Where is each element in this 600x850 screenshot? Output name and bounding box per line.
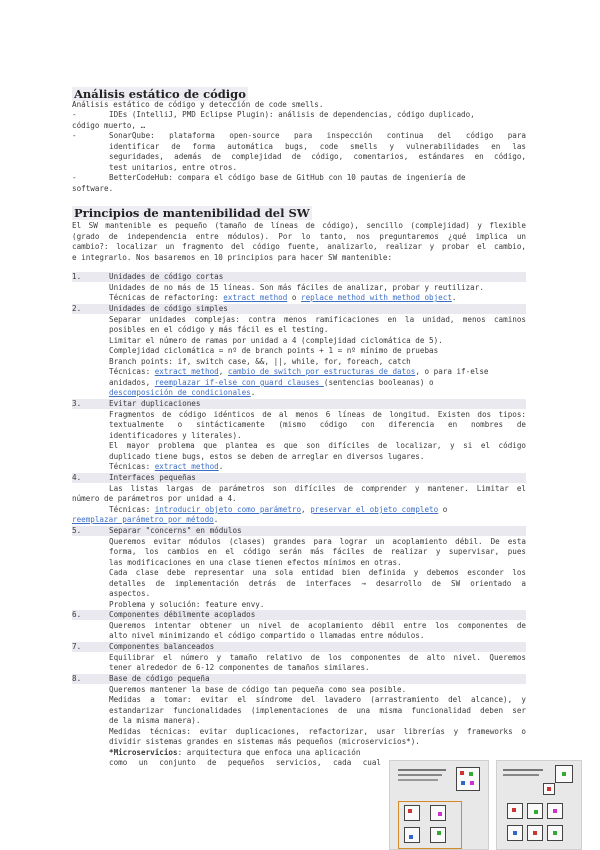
list-item: BetterCodeHub: compara el código base de GitHub con 10 pautas de ingeniería de bbox=[109, 173, 466, 182]
principle-number: 5. bbox=[72, 526, 82, 535]
principle-text: detalles de implementación detrás de interfaces → desarrollo de SW orientado a bbox=[109, 579, 526, 588]
principle-text: forma, los cambios en el código serán más fáciles de realizar y supervisar, pues bbox=[109, 547, 526, 556]
microservices-diagram-thumbnail bbox=[389, 760, 489, 850]
principle-number: 8. bbox=[72, 674, 82, 683]
link-extract-method[interactable]: extract method bbox=[154, 462, 219, 471]
microservices-diagram-thumbnail bbox=[496, 760, 582, 850]
principle-text: Técnicas de refactoring: extract method o replace method with method object. bbox=[109, 293, 457, 302]
principle-number: 2. bbox=[72, 304, 82, 313]
principle-text: Medidas a tomar: evitar el síndrome del lavadero (arrastramiento del alcance), y bbox=[109, 695, 526, 704]
link-guard-clauses[interactable]: reemplazar if-else con guard clauses bbox=[154, 378, 324, 387]
paragraph-line: e integrarlo. Nos basaremos en 10 principios para hacer SW mantenible: bbox=[72, 253, 393, 262]
section-title-maintainability: Principios de mantenibilidad del SW bbox=[74, 206, 310, 220]
link-preserve-whole-object[interactable]: preservar el objeto completo bbox=[310, 505, 439, 514]
principle-text: reemplazar parámetro por método. bbox=[72, 515, 219, 524]
principle-text: textualmente o sintácticamente (mismo código con diferencia en nombres de bbox=[109, 420, 526, 429]
list-item-cont: software. bbox=[72, 184, 114, 193]
paragraph-line: El SW mantenible es pequeño (tamaño de líneas de código), sencillo (complejidad) y flexible bbox=[72, 221, 526, 230]
principle-text: Queremos intentar obtener un nivel de acoplamiento débil entre los componentes de bbox=[109, 621, 526, 630]
principle-text: Técnicas: introducir objeto como parámetro, preservar el objeto completo o bbox=[109, 505, 448, 514]
principle-text: Las listas largas de parámetros son difíciles de comprender y mantener. Limitar el bbox=[109, 484, 526, 493]
principle-title: Unidades de código simples bbox=[109, 304, 228, 313]
principle-number: 1. bbox=[72, 272, 82, 281]
link-decompose-conditionals[interactable]: descomposición de condicionales bbox=[109, 388, 251, 397]
principle-text: las modificaciones en una clase tienen efectos mínimos en otras. bbox=[109, 558, 402, 567]
paragraph: Análisis estático de código y detección de code smells. bbox=[72, 100, 324, 109]
link-replace-method-object[interactable]: replace method with method object bbox=[301, 293, 452, 302]
principle-text: Queremos evitar módulos (clases) grandes para lograr un acoplamiento débil. De esta bbox=[109, 537, 526, 546]
principle-text: Branch points: if, switch case, &&, ||, while, for, foreach, catch bbox=[109, 357, 411, 366]
principle-text: Técnicas: extract method, cambio de switch por estructuras de datos, o para if-else bbox=[109, 367, 489, 376]
list-item-cont: seguridades, además de complejidad de código, comentarios, estándares en código, bbox=[109, 152, 526, 161]
principle-text: descomposición de condicionales. bbox=[109, 388, 256, 397]
principle-text: Complejidad ciclomática = nº de branch points + 1 = nº mínimo de pruebas bbox=[109, 346, 439, 355]
link-extract-method[interactable]: extract method bbox=[223, 293, 288, 302]
list-item-cont: test unitarios, entre otros. bbox=[109, 163, 238, 172]
principle-text: dividir sistemas grandes en sistemas más pequeños (microservicios*). bbox=[109, 737, 420, 746]
principle-title: Separar "concerns" en módulos bbox=[109, 526, 242, 535]
principle-text: alto nivel minimizando el código compartido o llamadas entre módulos. bbox=[109, 631, 425, 640]
paragraph-line: cambio?: localizar un fragmento del código fuente, analizarlo, realizar y probar el cambio, bbox=[72, 242, 526, 251]
principle-text: aspectos. bbox=[109, 589, 151, 598]
bullet-marker: - bbox=[72, 131, 77, 140]
list-item-cont: identificar de forma automática bugs, code smells y vulnerabilidades en las bbox=[109, 142, 526, 151]
principle-text: Equilibrar el número y tamaño relativo de los componentes de alto nivel. Queremos bbox=[109, 653, 526, 662]
link-switch-to-data-structures[interactable]: cambio de switch por estructuras de datos bbox=[227, 367, 416, 376]
principle-text: Fragmentos de código idénticos de al menos 6 líneas de longitud. Existen dos tipos: bbox=[109, 410, 526, 419]
list-item-cont: código muerto, … bbox=[72, 121, 146, 130]
principle-text: identificadores y literales). bbox=[109, 431, 242, 440]
principle-number: 7. bbox=[72, 642, 82, 651]
link-replace-parameter-with-method[interactable]: reemplazar parámetro por método bbox=[72, 515, 214, 524]
principle-text: anidados, reemplazar if-else con guard clauses (sentencias booleanas) o bbox=[109, 378, 434, 387]
principle-text: El mayor problema que plantea es que son difíciles de localizar, y si el código bbox=[109, 441, 526, 450]
principle-title: Unidades de código cortas bbox=[109, 272, 224, 281]
principle-number: 4. bbox=[72, 473, 82, 482]
principle-text: como un conjunto de pequeños servicios, cada cual bbox=[109, 758, 381, 767]
principle-text: estandarizar funcionalidades (implementaciones de una misma funcionalidad deben ser bbox=[109, 706, 526, 715]
principle-text: posibles en el código y más fácil es el testing. bbox=[109, 325, 329, 334]
list-item: SonarQube: plataforma open-source para inspección continua del código para bbox=[109, 131, 526, 140]
link-introduce-parameter-object[interactable]: introducir objeto como parámetro bbox=[154, 505, 302, 514]
principle-text: de la misma manera). bbox=[109, 716, 201, 725]
principle-text: Limitar el número de ramas por unidad a 4 (complejidad ciclomática de 5). bbox=[109, 336, 443, 345]
principle-text: Queremos mantener la base de código tan pequeña como sea posible. bbox=[109, 685, 407, 694]
principle-title: Evitar duplicaciones bbox=[109, 399, 201, 408]
principle-text: tener alrededor de 6-12 componentes de tamaños similares. bbox=[109, 663, 370, 672]
principle-text: *Microservicios: arquitectura que enfoca una aplicación bbox=[109, 748, 361, 757]
principle-title: Base de código pequeña bbox=[109, 674, 210, 683]
principle-text: número de parámetros por unidad a 4. bbox=[72, 494, 237, 503]
principle-title: Componentes balanceados bbox=[109, 642, 215, 651]
principle-text: Problema y solución: feature envy. bbox=[109, 600, 265, 609]
principle-text: Medidas técnicas: evitar duplicaciones, refactorizar, usar librerías y frameworks o bbox=[109, 727, 526, 736]
principle-number: 6. bbox=[72, 610, 82, 619]
principle-title: Componentes débilmente acoplados bbox=[109, 610, 256, 619]
list-item: IDEs (IntelliJ, PMD Eclipse Plugin): análisis de dependencias, código duplicado, bbox=[109, 110, 475, 119]
bullet-marker: - bbox=[72, 173, 77, 182]
principle-text: Unidades de no más de 15 líneas. Son más fáciles de analizar, probar y reutilizar. bbox=[109, 283, 484, 292]
section-title-static-analysis: Análisis estático de código bbox=[74, 87, 246, 101]
link-extract-method[interactable]: extract method bbox=[154, 367, 219, 376]
principle-text: Separar unidades complejas: contra menos ramificaciones en la unidad, menos caminos bbox=[109, 315, 526, 324]
principle-text: Técnicas: extract method. bbox=[109, 462, 224, 471]
principle-text: duplicado tiene bugs, estos se deben de arreglar en diversos lugares. bbox=[109, 452, 425, 461]
bullet-marker: - bbox=[72, 110, 77, 119]
paragraph-line: (grado de independencia entre módulos). Por lo tanto, nos preguntaremos ¿qué implica un bbox=[72, 232, 526, 241]
principle-text: Cada clase debe representar una sola entidad bien definida y debemos esconder los bbox=[109, 568, 526, 577]
principle-title: Interfaces pequeñas bbox=[109, 473, 196, 482]
principle-number: 3. bbox=[72, 399, 82, 408]
